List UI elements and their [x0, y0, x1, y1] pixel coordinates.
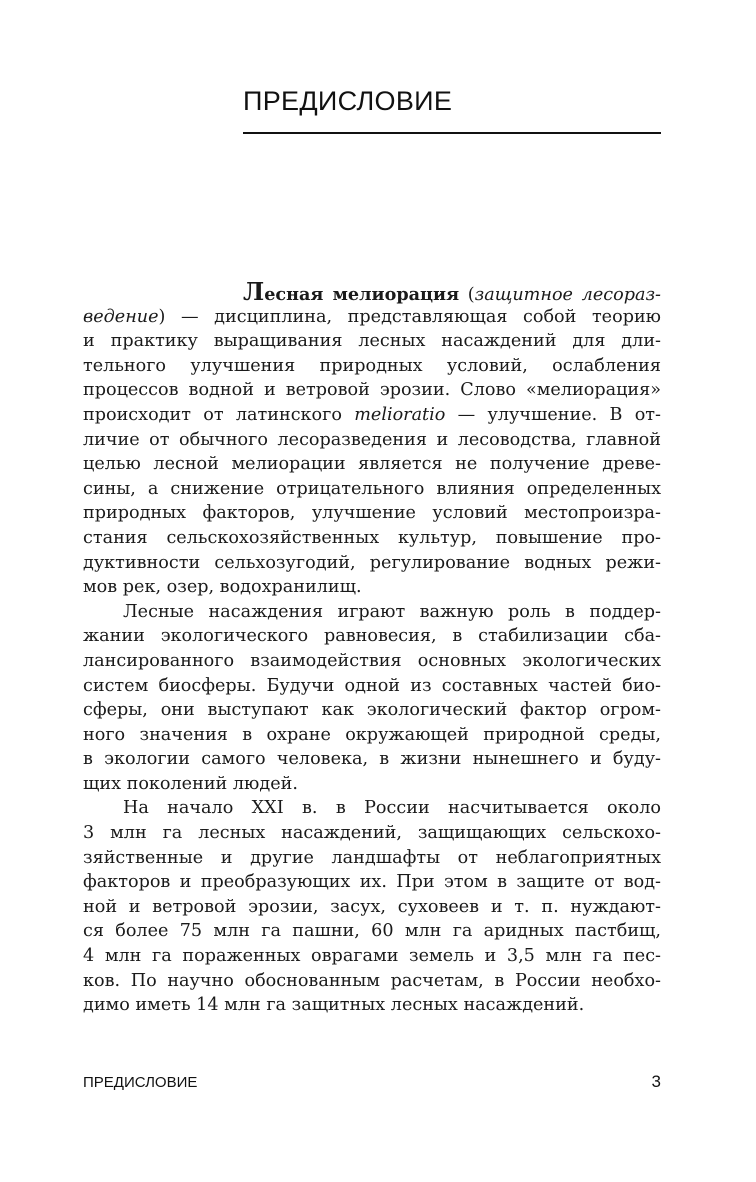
- paragraph-1-line-5: процессов водной и ветровой эрозии. Слово «мелиорация»: [83, 380, 661, 401]
- page-title: ПРЕДИСЛОВИЕ: [243, 86, 453, 116]
- paragraph-2-line-2: жании экологического равновесия, в стабилизации сба-: [83, 626, 661, 647]
- running-footer: ПРЕДИСЛОВИЕ: [83, 1074, 198, 1091]
- paragraph-2-line-1: Лесные насаждения играют важную роль в поддер-: [123, 601, 661, 622]
- latin-term: melioratio: [354, 404, 446, 425]
- paragraph-2-line-4: систем биосферы. Будучи одной из составных частей био-: [83, 675, 661, 696]
- paragraph-3-line-7: 4 млн га пораженных оврагами земель и 3,5 млн га пес-: [83, 946, 661, 967]
- paragraph-3-line-3: зяйственные и другие ландшафты от неблагоприятных: [83, 847, 661, 868]
- paragraph-3-line-1: На начало XXI в. в России насчитывается около: [123, 798, 661, 819]
- line-text: — улучшение. В от-: [445, 404, 661, 425]
- drop-cap: Л: [243, 277, 265, 306]
- paragraph-2-line-3: лансированного взаимодействия основных экологических: [83, 650, 661, 671]
- term-synonym: защитное лесораз-: [474, 285, 661, 305]
- paragraph-1-line-12: дуктивности сельхозугодий, регулирование водных режи-: [83, 552, 661, 573]
- paragraph-1-line-8: целью лесной мелиорации является не получение древе-: [83, 454, 661, 475]
- paragraph-2-line-6: ного значения в охране окружающей природной среды,: [83, 724, 661, 745]
- paren-open: (: [459, 285, 475, 305]
- line-text: ) — дисциплина, представляющая собой теорию: [158, 306, 661, 327]
- paragraph-3-line-6: ся более 75 млн га пашни, 60 млн га аридных пастбищ,: [83, 921, 661, 942]
- paragraph-1-line-6: [83, 403, 661, 428]
- paragraph-1-line-3: и практику выращивания лесных насаждений для дли-: [83, 331, 661, 352]
- paragraph-1-line-9: сины, а снижение отрицательного влияния определенных: [83, 478, 661, 499]
- main-text: [83, 277, 661, 1018]
- paragraph-3-line-4: факторов и преобразующих их. При этом в защите от вод-: [83, 872, 661, 893]
- title-rule: [243, 132, 661, 134]
- page-number: 3: [651, 1072, 661, 1091]
- paragraph-3-line-9: димо иметь 14 млн га защитных лесных насаждений.: [83, 995, 585, 1016]
- paragraph-3-line-8: ков. По научно обоснованным расчетам, в России необхо-: [83, 970, 661, 991]
- paragraph-1-line-4: тельного улучшения природных условий, ослабления: [83, 355, 661, 376]
- paragraph-2-line-5: сферы, они выступают как экологический фактор огром-: [83, 700, 661, 721]
- term-synonym-end: ведение: [83, 306, 159, 327]
- paragraph-3-line-2: 3 млн га лесных насаждений, защищающих сельскохо-: [83, 823, 661, 844]
- paragraph-1-line-2: [83, 305, 661, 330]
- line-text: происходит от латинского: [83, 404, 355, 425]
- paragraph-2-line-8: щих поколений людей.: [83, 773, 298, 794]
- paragraph-1-line-11: стания сельскохозяйственных культур, повышение про-: [83, 527, 661, 548]
- paragraph-1-line-7: личие от обычного лесоразведения и лесоводства, главной: [83, 429, 661, 450]
- paragraph-1-line-1: [83, 277, 661, 306]
- paragraph-1-line-13: мов рек, озер, водохранилищ.: [83, 577, 362, 598]
- paragraph-2-line-7: в экологии самого человека, в жизни нынешнего и буду-: [83, 749, 661, 770]
- paragraph-1-line-10: природных факторов, улучшение условий местопроизра-: [83, 503, 661, 524]
- term-title: есная мелиорация: [264, 284, 460, 305]
- paragraph-3-line-5: ной и ветровой эрозии, засух, суховеев и т. п. нуждают-: [83, 896, 661, 917]
